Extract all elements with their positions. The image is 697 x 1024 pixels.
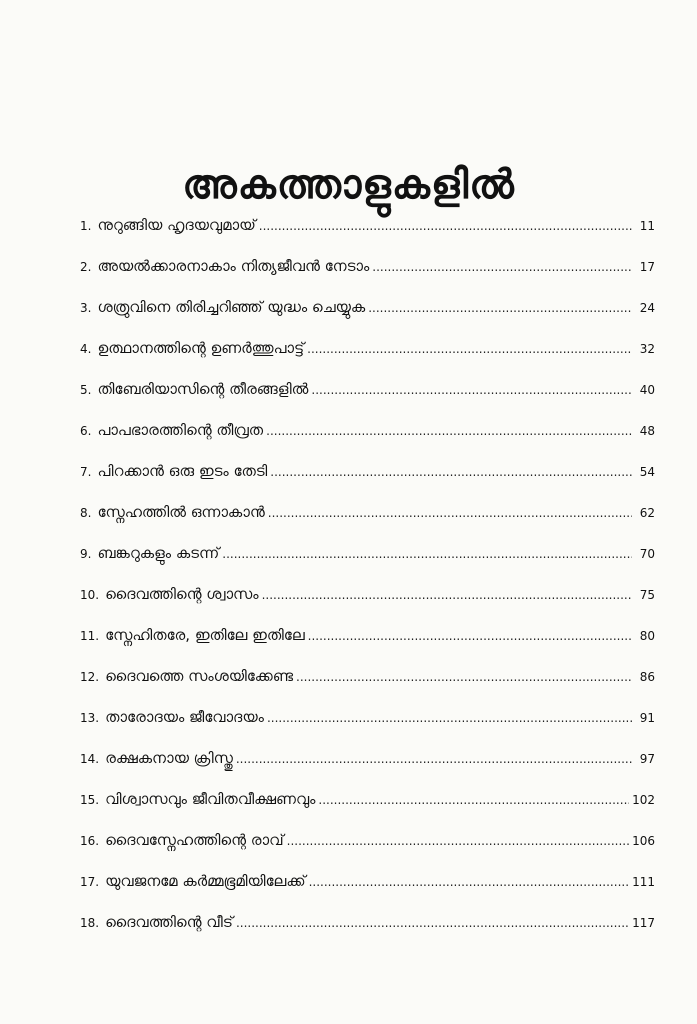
toc-entry-1 xyxy=(80,216,655,257)
entry-number: 2. xyxy=(80,260,92,274)
dot-leader xyxy=(236,916,629,930)
entry-page-number: 24 xyxy=(639,301,655,315)
entry-title: അയൽക്കാരനാകാം നിത്യജീവൻ നേടാം xyxy=(97,257,370,275)
toc-entry-3 xyxy=(80,298,655,339)
entry-title: തിബേരിയാസിന്റെ തീരങ്ങളിൽ xyxy=(97,380,309,398)
entry-title: സ്നേഹത്തിൽ ഒന്നാകാൻ xyxy=(97,503,265,521)
entry-page-number: 70 xyxy=(639,547,655,561)
toc-entry-6 xyxy=(80,421,655,462)
entry-title: ദൈവസ്നേഹത്തിന്റെ രാവ് xyxy=(105,831,284,849)
dot-leader xyxy=(270,465,632,479)
entry-page-number: 102 xyxy=(632,793,655,807)
dot-leader xyxy=(318,793,629,807)
dot-leader xyxy=(267,711,632,725)
entry-page-number: 54 xyxy=(639,465,655,479)
entry-page-number: 75 xyxy=(639,588,655,602)
entry-number: 12. xyxy=(80,670,100,684)
entry-number: 5. xyxy=(80,383,92,397)
table-of-contents xyxy=(80,216,655,954)
entry-page-number: 117 xyxy=(632,916,655,930)
entry-title: പാപഭാരത്തിന്റെ തീവ്രത xyxy=(97,421,264,439)
entry-number: 16. xyxy=(80,834,100,848)
entry-number: 13. xyxy=(80,711,100,725)
dot-leader xyxy=(266,424,632,438)
toc-entry-15 xyxy=(80,790,655,831)
entry-page-number: 11 xyxy=(639,219,655,233)
toc-entry-5 xyxy=(80,380,655,421)
dot-leader xyxy=(268,506,632,520)
dot-leader xyxy=(372,260,632,274)
entry-title: ദൈവത്തെ സംശയിക്കേണ്ട xyxy=(105,667,294,685)
toc-entry-11 xyxy=(80,626,655,667)
toc-entry-2 xyxy=(80,257,655,298)
dot-leader xyxy=(236,752,632,766)
dot-leader xyxy=(259,219,632,233)
dot-leader xyxy=(287,834,629,848)
entry-page-number: 48 xyxy=(639,424,655,438)
entry-title: ദൈവത്തിന്റെ വീട് xyxy=(105,913,233,931)
entry-number: 18. xyxy=(80,916,100,930)
entry-page-number: 97 xyxy=(639,752,655,766)
entry-number: 14. xyxy=(80,752,100,766)
entry-page-number: 91 xyxy=(639,711,655,725)
entry-number: 7. xyxy=(80,465,92,479)
entry-page-number: 106 xyxy=(632,834,655,848)
dot-leader xyxy=(308,629,632,643)
toc-entry-14 xyxy=(80,749,655,790)
entry-page-number: 17 xyxy=(639,260,655,274)
toc-entry-13 xyxy=(80,708,655,749)
entry-title: വിശ്വാസവും ജീവിതവീക്ഷണവും xyxy=(105,790,316,808)
dot-leader xyxy=(309,875,630,889)
entry-page-number: 86 xyxy=(639,670,655,684)
dot-leader xyxy=(222,547,632,561)
entry-page-number: 32 xyxy=(639,342,655,356)
dot-leader xyxy=(368,301,632,315)
entry-title: ഉത്ഥാനത്തിന്റെ ഉണർത്തുപാട്ട് xyxy=(97,339,305,357)
toc-entry-17 xyxy=(80,872,655,913)
entry-title: നുറുങ്ങിയ ഹൃദയവുമായ് xyxy=(97,216,256,234)
entry-number: 17. xyxy=(80,875,100,889)
toc-entry-16 xyxy=(80,831,655,872)
entry-number: 10. xyxy=(80,588,100,602)
toc-entry-8 xyxy=(80,503,655,544)
entry-number: 8. xyxy=(80,506,92,520)
dot-leader xyxy=(262,588,632,602)
dot-leader xyxy=(307,342,632,356)
toc-entry-9 xyxy=(80,544,655,585)
entry-page-number: 40 xyxy=(639,383,655,397)
toc-entry-12 xyxy=(80,667,655,708)
toc-entry-4 xyxy=(80,339,655,380)
entry-number: 6. xyxy=(80,424,92,438)
entry-title: ദൈവത്തിന്റെ ശ്വാസം xyxy=(105,585,259,603)
toc-entry-7 xyxy=(80,462,655,503)
toc-entry-18 xyxy=(80,913,655,954)
entry-title: സ്നേഹിതരേ, ഇതിലേ ഇതിലേ xyxy=(105,626,305,644)
entry-page-number: 62 xyxy=(639,506,655,520)
entry-number: 3. xyxy=(80,301,92,315)
entry-title: രക്ഷകനായ ക്രിസ്തു xyxy=(105,749,233,767)
entry-title: യുവജനമേ കർമ്മഭൂമിയിലേക്ക് xyxy=(105,872,306,890)
entry-title: താരോദയം ജീവോദയം xyxy=(105,708,264,726)
entry-number: 15. xyxy=(80,793,100,807)
entry-number: 4. xyxy=(80,342,92,356)
entry-number: 1. xyxy=(80,219,92,233)
entry-title: ശത്രുവിനെ തിരിച്ചറിഞ്ഞ് യുദ്ധം ചെയ്യുക xyxy=(97,298,366,316)
entry-number: 9. xyxy=(80,547,92,561)
entry-title: പിറക്കാൻ ഒരു ഇടം തേടി xyxy=(97,462,268,480)
entry-page-number: 111 xyxy=(632,875,655,889)
dot-leader xyxy=(296,670,632,684)
entry-page-number: 80 xyxy=(639,629,655,643)
toc-entry-10 xyxy=(80,585,655,626)
page-title: അകത്താളുകളിൽ xyxy=(182,161,515,208)
dot-leader xyxy=(311,383,632,397)
entry-number: 11. xyxy=(80,629,100,643)
entry-title: ബങ്കറുകളും കടന്ന് xyxy=(97,544,220,562)
